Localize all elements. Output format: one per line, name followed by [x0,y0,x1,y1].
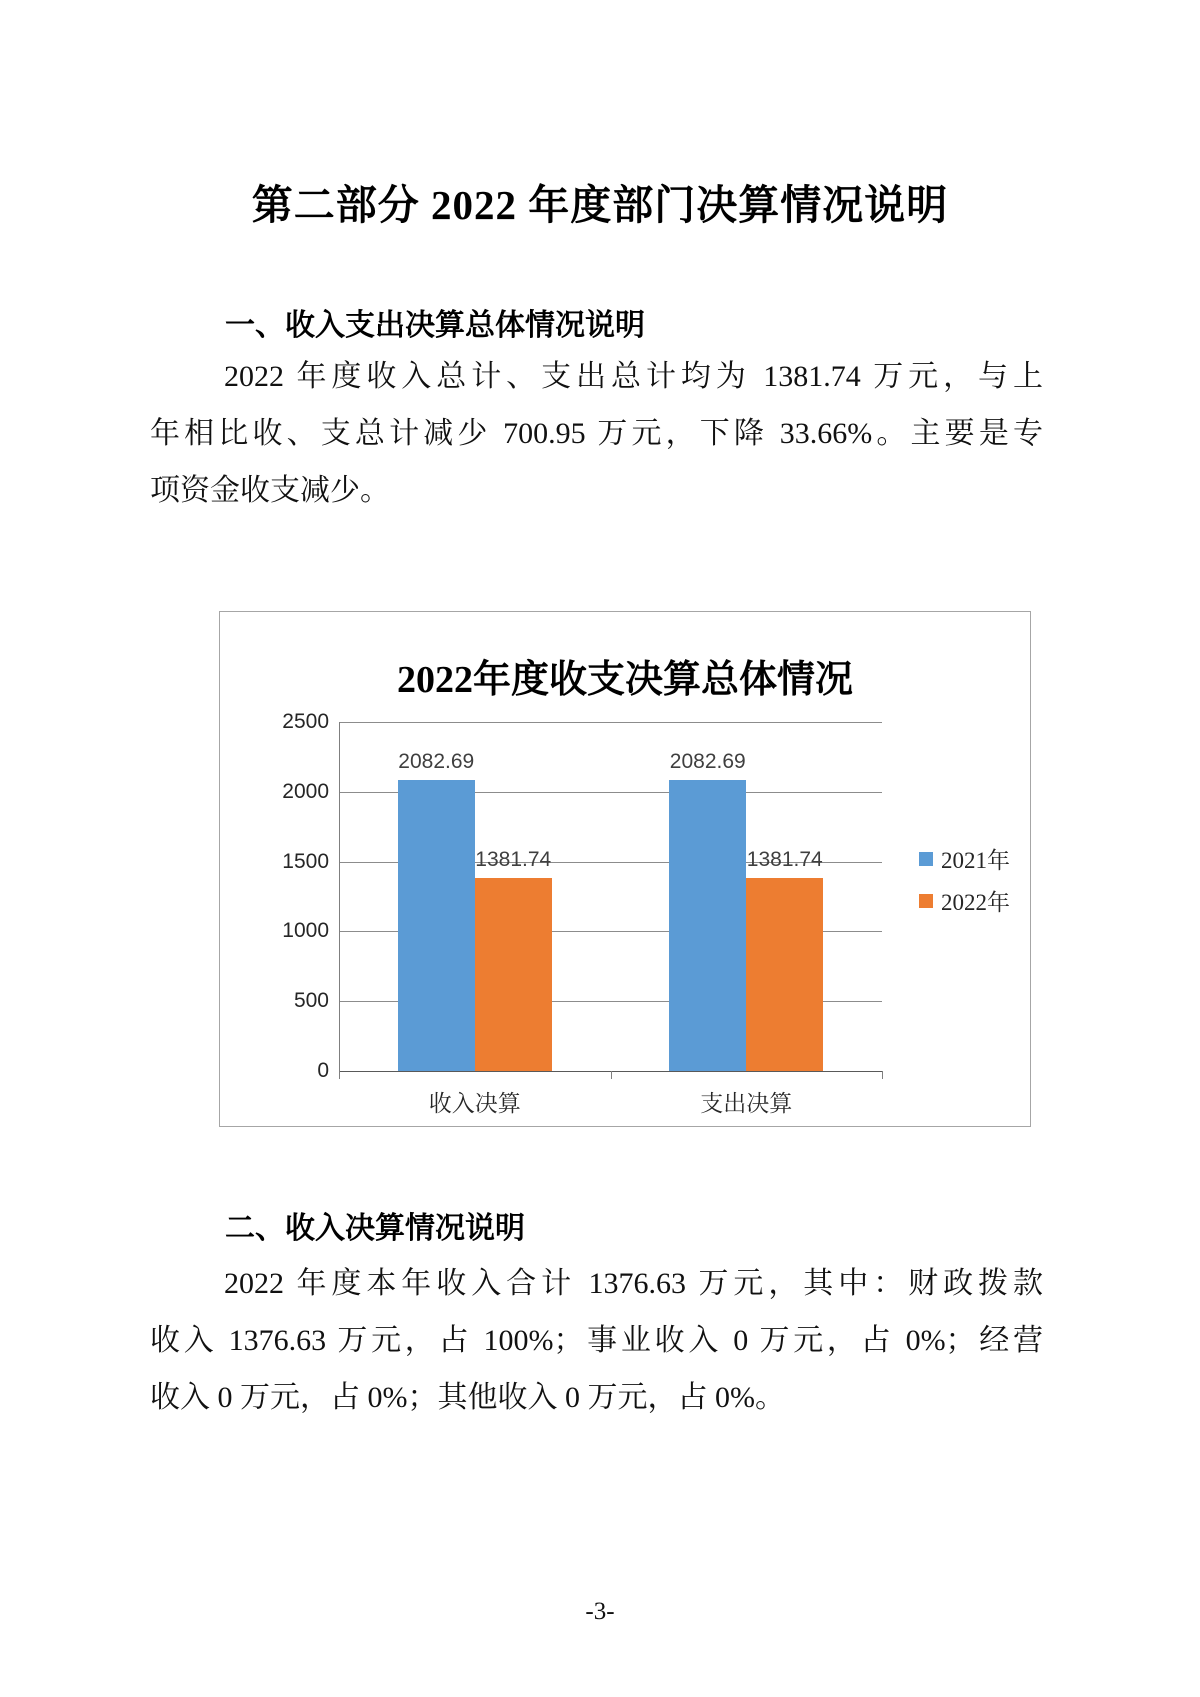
bar-group [611,722,883,1071]
page-number: -3- [585,1598,615,1625]
paragraph-line: 2022 年度本年收入合计 1376.63 万元，其中：财政拨款 [224,1267,1043,1300]
y-axis-tick-label: 2000 [282,779,329,803]
section1-heading: 一、收入支出决算总体情况说明 [225,309,645,342]
section2-heading: 二、收入决算情况说明 [225,1212,525,1245]
x-axis-tick [611,1071,612,1079]
document-title: 第二部分 2022 年度部门决算情况说明 [251,182,949,228]
paragraph-line: 年相比收、支总计减少 700.95 万元，下降 33.66%。主要是专 [150,417,1043,450]
y-axis-tick-label: 2500 [282,710,329,733]
budget-bar-chart [219,611,1031,1127]
bar-2021年 [669,780,746,1071]
bar-value-label: 1381.74 [746,848,823,872]
x-axis-tick [339,1071,340,1079]
bar-value-label: 1381.74 [475,848,552,872]
section2-paragraph [150,1262,1043,1433]
x-axis-category-label: 支出决算 [700,1091,793,1116]
bar-2022年 [475,878,552,1071]
legend-swatch-icon [919,894,933,908]
y-axis-tick-label: 1000 [282,919,329,943]
bar-2021年 [398,780,475,1071]
x-axis-category-label: 收入决算 [428,1091,521,1116]
bar-value-label: 2082.69 [669,750,746,774]
legend-item [919,842,1010,875]
bar-2022年 [746,878,823,1071]
paragraph-line: 项资金收支减少。 [150,474,390,507]
chart-plot-area [282,710,882,1116]
paragraph-line: 收入 1376.63 万元，占 100%；事业收入 0 万元，占 0%；经营 [150,1324,1043,1357]
bar-value-label: 2082.69 [398,750,475,774]
legend-label: 2022年 [941,890,1010,915]
legend-swatch-icon [919,852,933,866]
y-axis-tick-label: 500 [293,989,329,1013]
bar-column [475,848,552,1071]
legend-item [919,884,1010,917]
chart-legend [919,842,1010,917]
chart-title: 2022年度收支决算总体情况 [396,659,853,701]
bar-column [398,750,475,1071]
bar-column [669,750,746,1071]
y-axis-tick-label: 0 [317,1059,329,1082]
y-axis-tick-label: 1500 [282,849,329,873]
paragraph-line: 收入 0 万元，占 0%；其他收入 0 万元，占 0%。 [150,1381,785,1414]
paragraph-line: 2022 年度收入总计、支出总计均为 1381.74 万元，与上 [224,360,1043,393]
bar-column [746,848,823,1071]
x-axis-tick [882,1071,883,1079]
section1-paragraph [150,355,1043,526]
bar-group [339,722,611,1071]
legend-label: 2021年 [941,848,1010,873]
